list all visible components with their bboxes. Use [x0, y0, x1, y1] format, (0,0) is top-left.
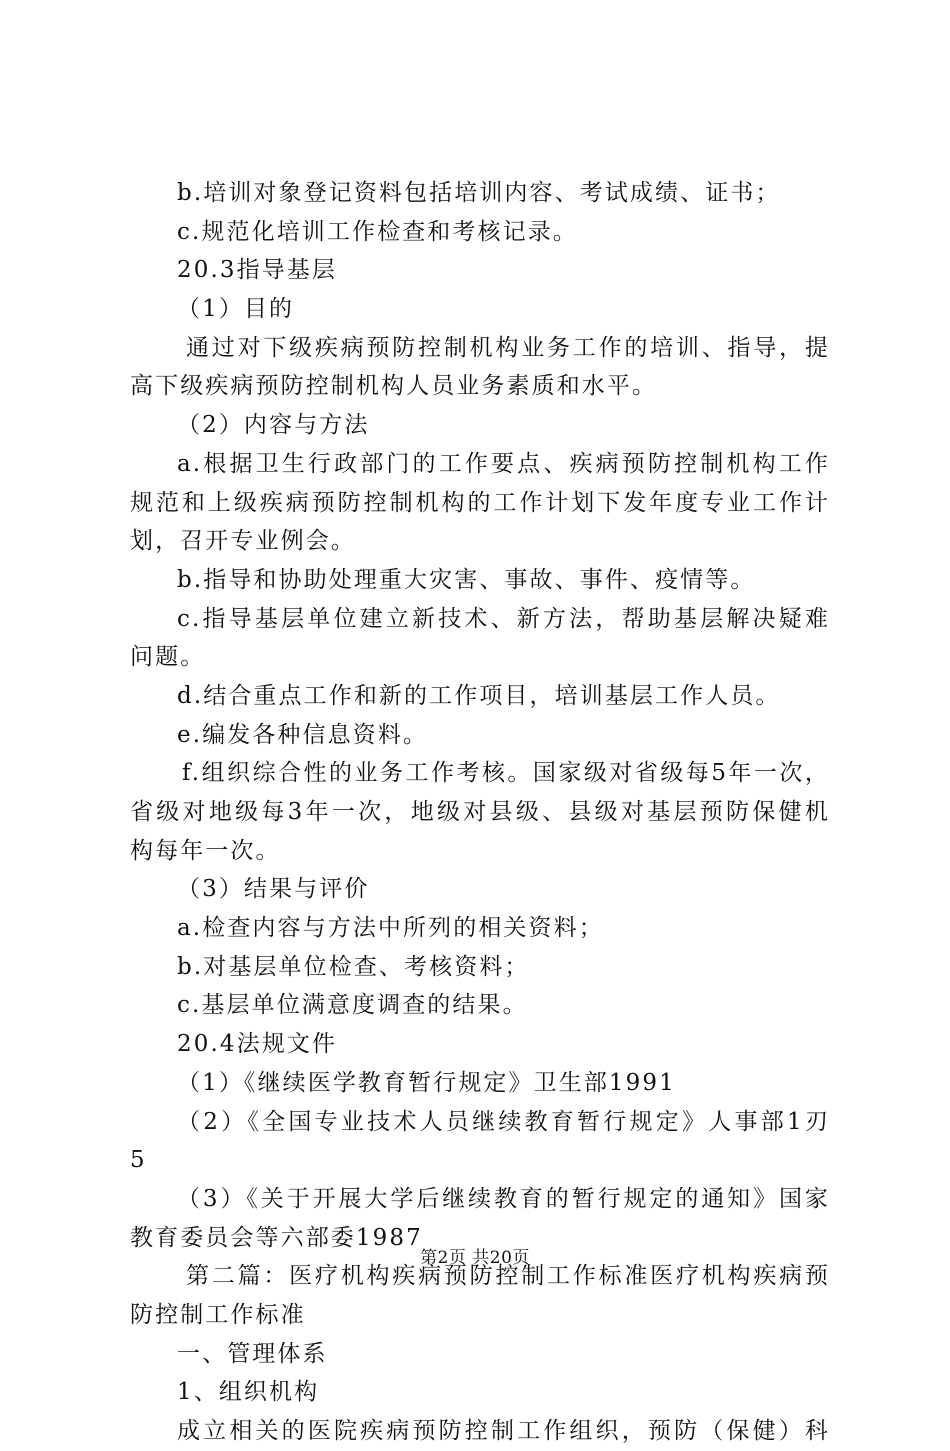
text-line: e.编发各种信息资料。	[177, 721, 429, 748]
text-line: 成立相关的医院疾病预防控制工作组织，预防（保健）科	[177, 1418, 830, 1444]
text-line: 第二篇：医疗机构疾病预防控制工作标准医疗机构疾病预	[186, 1263, 830, 1290]
text-line: 高下级疾病预防控制机构人员业务素质和水平。	[130, 373, 658, 400]
subheading: （1）目的	[177, 296, 295, 323]
text-line: c.规范化培训工作检查和考核记录。	[177, 218, 578, 245]
subheading: （3）结果与评价	[177, 876, 370, 903]
text-line: d.结合重点工作和新的工作项目，培训基层工作人员。	[177, 682, 781, 709]
text-line: b.对基层单位检查、考核资料；	[177, 953, 530, 980]
text-line: c.基层单位满意度调查的结果。	[177, 992, 528, 1019]
text-line: 构每年一次。	[130, 837, 281, 864]
text-line: b.指导和协助处理重大灾害、事故、事件、疫情等。	[177, 566, 756, 593]
text-line: a.检查内容与方法中所列的相关资料；	[177, 915, 604, 942]
text-line: 5	[130, 1147, 147, 1174]
page-number-footer: 第2页 共20页	[420, 1248, 530, 1268]
text-line: （2）《全国专业技术人员继续教育暂行规定》人事部1刃	[177, 1108, 830, 1135]
subheading: （2）内容与方法	[177, 412, 370, 439]
text-line: 问题。	[130, 644, 206, 671]
text-line: 通过对下级疾病预防控制机构业务工作的培训、指导，提	[186, 334, 830, 361]
subheading: 1、组织机构	[177, 1379, 320, 1406]
text-line: c.指导基层单位建立新技术、新方法，帮助基层解决疑难	[177, 605, 830, 632]
text-line: f.组织综合性的业务工作考核。国家级对省级每5年一次，	[182, 760, 830, 787]
section-heading: 20.4法规文件	[177, 1031, 338, 1058]
text-line: （1）《继续医学教育暂行规定》卫生部1991	[177, 1069, 676, 1096]
text-line: 防控制工作标准	[130, 1301, 306, 1328]
section-heading: 20.3指导基层	[177, 257, 338, 284]
text-line: b.培训对象登记资料包括培训内容、考试成绩、证书；	[177, 180, 781, 206]
section-heading: 一、管理体系	[177, 1340, 328, 1367]
text-line: 教育委员会等六部委1987	[130, 1224, 423, 1251]
text-line: 省级对地级每3年一次，地级对县级、县级对基层预防保健机	[130, 799, 830, 825]
text-line: （3）《关于开展大学后继续教育的暂行规定的通知》国家	[177, 1185, 830, 1212]
text-line: 规范和上级疾病预防控制机构的工作计划下发年度专业工作计	[130, 489, 830, 516]
text-line: 划，召开专业例会。	[130, 528, 356, 555]
text-line: a.根据卫生行政部门的工作要点、疾病预防控制机构工作	[177, 450, 830, 477]
